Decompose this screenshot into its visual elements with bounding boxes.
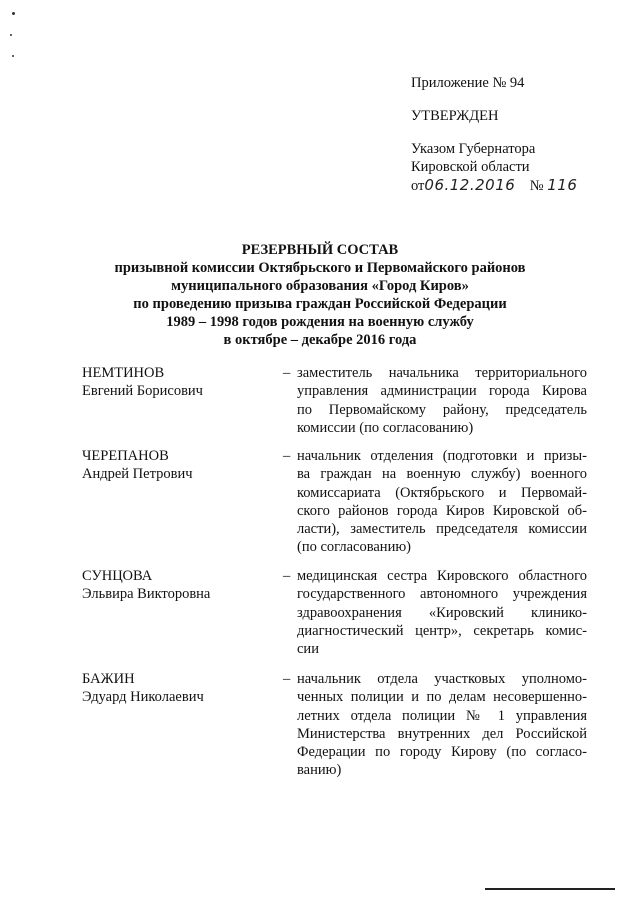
member-surname: НЕМТИНОВ xyxy=(82,365,165,381)
role-line: медицинская сестра Кировского областного xyxy=(297,568,587,584)
member-name xyxy=(82,670,272,707)
role-line: ченных полиции и по делам несовершенно- xyxy=(297,689,587,706)
role-line: летних отдела полиции № 1 управления xyxy=(297,707,587,724)
scan-speck xyxy=(12,12,15,15)
member-surname: ЧЕРЕПАНОВ xyxy=(82,448,169,464)
member-role xyxy=(297,670,587,780)
handwritten-number: 116 xyxy=(547,176,578,194)
role-line: государственного автономного учреждения xyxy=(297,586,587,603)
member-entry xyxy=(82,567,587,662)
role-line: сии xyxy=(297,641,319,658)
title-line-6: в октябре – декабре 2016 года xyxy=(223,332,417,348)
scan-speck xyxy=(10,34,12,36)
role-line: комиссариата (Октябрьского и Первомай- xyxy=(297,484,587,501)
appendix-number: Приложение № 94 xyxy=(411,75,525,91)
member-entry xyxy=(82,364,587,444)
member-name xyxy=(82,447,272,484)
from-prefix: от xyxy=(411,178,425,194)
handwritten-date: 06.12.2016 xyxy=(424,176,516,194)
approved-label: УТВЕРЖДЕН xyxy=(411,108,499,124)
role-line: диагностический центр», секретарь комис- xyxy=(297,622,587,639)
member-given-name: Эльвира Викторовна xyxy=(82,586,211,603)
title-line-2: призывной комиссии Октябрьского и Первомайского районов xyxy=(114,260,526,276)
member-role xyxy=(297,567,587,658)
bottom-separator-line xyxy=(485,888,615,890)
role-line: заместитель начальника территориального xyxy=(297,365,587,381)
role-line: ва граждан на военную службу) военного xyxy=(297,466,587,483)
role-line: (по согласованию) xyxy=(297,539,411,556)
member-given-name: Андрей Петрович xyxy=(82,466,193,483)
member-given-name: Евгений Борисович xyxy=(82,383,203,400)
decree-line-1: Указом Губернатора xyxy=(411,141,536,157)
member-entry xyxy=(82,670,587,785)
member-dash: – xyxy=(283,671,291,687)
role-line: Министерства внутренних дел Российской xyxy=(297,725,587,742)
document-title xyxy=(60,241,580,349)
member-dash: – xyxy=(283,365,291,381)
role-line: здравоохранения «Кировский клинико- xyxy=(297,604,587,621)
member-name xyxy=(82,567,272,604)
decree-date-line xyxy=(411,176,631,195)
role-line: по Первомайскому району, председатель xyxy=(297,401,587,418)
role-line: начальник отделения (подготовки и призы- xyxy=(297,448,587,464)
member-name xyxy=(82,364,272,401)
member-surname: БАЖИН xyxy=(82,671,135,687)
role-line: комиссии (по согласованию) xyxy=(297,419,474,436)
member-dash: – xyxy=(283,568,291,584)
member-surname: СУНЦОВА xyxy=(82,568,153,584)
title-line-3: муниципального образования «Город Киров» xyxy=(171,278,469,294)
role-line: начальник отдела участковых уполномо- xyxy=(297,671,587,687)
approval-block xyxy=(411,74,631,195)
member-dash: – xyxy=(283,448,291,464)
member-given-name: Эдуард Николаевич xyxy=(82,689,204,706)
role-line: ского районов города Киров Кировской об- xyxy=(297,502,587,519)
role-line: ванию) xyxy=(297,762,342,779)
member-role xyxy=(297,447,587,557)
number-sign: № xyxy=(529,178,544,194)
title-line-1: РЕЗЕРВНЫЙ СОСТАВ xyxy=(241,242,399,258)
scan-speck xyxy=(12,55,14,57)
title-line-4: по проведению призыва граждан Российской Федерации xyxy=(133,296,507,312)
member-entry xyxy=(82,447,587,562)
role-line: Федерации по городу Кирову (по согласо- xyxy=(297,744,587,761)
role-line: управления администрации города Кирова xyxy=(297,383,587,400)
decree-line-2: Кировской области xyxy=(411,159,530,175)
member-role xyxy=(297,364,587,437)
title-line-5: 1989 – 1998 годов рождения на военную службу xyxy=(166,314,474,330)
role-line: ласти), заместитель председателя комиссии xyxy=(297,521,587,538)
